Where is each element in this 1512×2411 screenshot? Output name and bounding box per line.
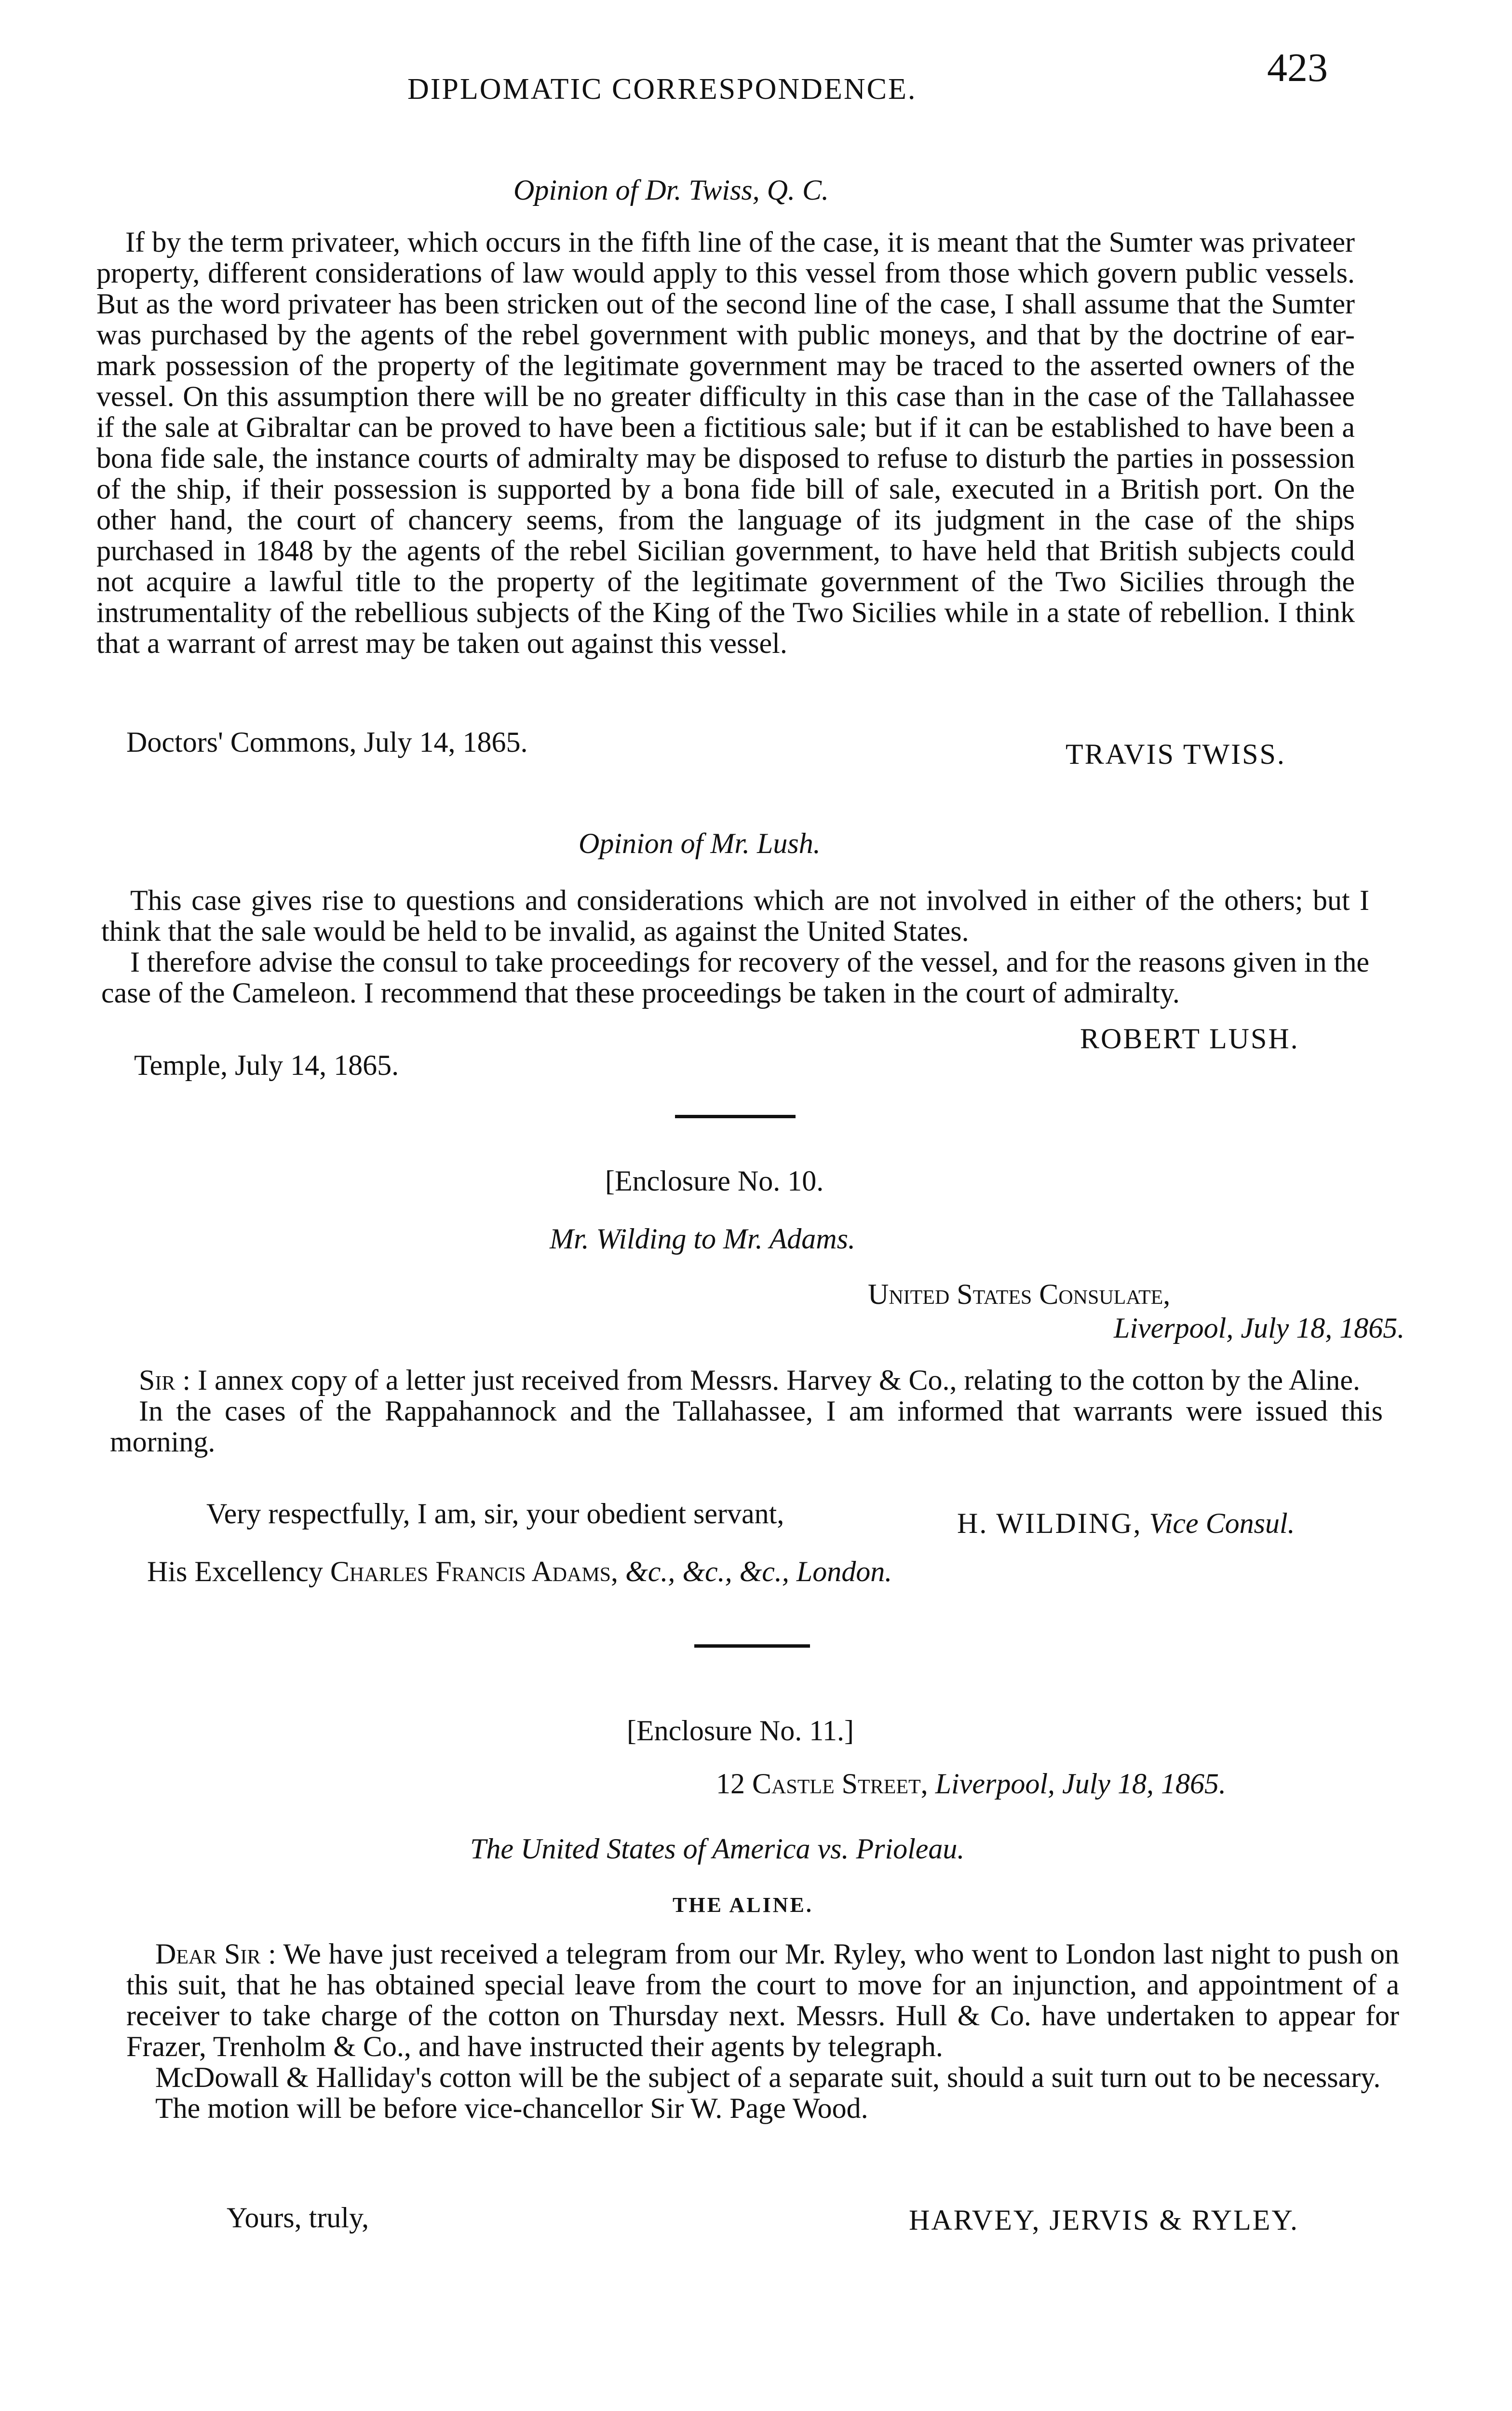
enclosure-11-paragraph-1: Dear Sir : We have just received a telegram from our Mr. Ryley, who went to London last night to push on this suit, that he has obtained special leave from the court to move for an injunction, and appointment of a receiver to take charge of the cotton on Thursday next. Messrs. Hull & Co. have undertaken to appear for Frazer, Trenholm & Co., and have instructed their agents by telegraph. [126, 1938, 1399, 2062]
enclosure-11-body [126, 1938, 1399, 2124]
enclosure-11-label: [Enclosure No. 11.] [627, 1715, 854, 1747]
enclosure-10-closing: Very respectfully, I am, sir, your obedient servant, [206, 1498, 784, 1530]
twiss-body [96, 227, 1355, 659]
enclosure-10-addressee: His Excellency Charles Francis Adams, &c., &c., &c., London. [147, 1556, 892, 1587]
enclosure-10-salutation: Sir : [139, 1364, 191, 1396]
enclosure-10-address-line-1: United States Consulate, [868, 1278, 1171, 1310]
enclosure-10-heading: Mr. Wilding to Mr. Adams. [550, 1223, 855, 1255]
enclosure-11-paragraph-2: McDowall & Halliday's cotton will be the subject of a separate suit, should a suit turn out to be necessary. [155, 2061, 1381, 2093]
enclosure-10-paragraph-1: Sir : I annex copy of a letter just received from Messrs. Harvey & Co., relating to the cotton by the Aline. [139, 1364, 1361, 1396]
lush-paragraph-2: I therefore advise the consul to take proceedings for recovery of the vessel, and for the reasons given in the case of the Cameleon. I recommend that these proceedings be taken in the court of admiralty. [101, 946, 1369, 1009]
lush-paragraph-1: This case gives rise to questions and considerations which are not involved in either of the others; but I think that the sale would be held to be invalid, as against the United States. [101, 884, 1369, 947]
enclosure-10-label: [Enclosure No. 10. [605, 1165, 824, 1197]
enclosure-10-signature-title: Vice Consul. [1149, 1507, 1295, 1539]
enclosure-11-case-title: The United States of America vs. Prioleau. [470, 1833, 965, 1865]
enclosure-11-salutation: Dear Sir : [155, 1938, 276, 1970]
running-header: DIPLOMATIC CORRESPONDENCE. [407, 73, 917, 106]
enclosure-10-signature-name: H. WILDING, [957, 1507, 1142, 1539]
enclosure-11-closing: Yours, truly, [227, 2202, 369, 2234]
enclosure-10-body [110, 1365, 1383, 1457]
section-divider [675, 1115, 796, 1118]
twiss-place-date: Doctors' Commons, July 14, 1865. [126, 726, 528, 758]
section-divider [694, 1644, 810, 1648]
lush-body [101, 885, 1369, 1008]
enclosure-10-paragraph-2: In the cases of the Rappahannock and the Tallahassee, I am informed that warrants were issued this morning. [110, 1395, 1383, 1458]
lush-heading: Opinion of Mr. Lush. [579, 827, 821, 859]
enclosure-11-address: 12 Castle Street, Liverpool, July 18, 1865. [716, 1768, 1226, 1800]
lush-signature: ROBERT LUSH. [1080, 1023, 1299, 1055]
page-number: 423 [1267, 45, 1328, 90]
twiss-signature: TRAVIS TWISS. [1066, 738, 1286, 770]
twiss-heading: Opinion of Dr. Twiss, Q. C. [513, 174, 829, 206]
enclosure-11-paragraph-3: The motion will be before vice-chancellor Sir W. Page Wood. [155, 2092, 868, 2124]
twiss-paragraph: If by the term privateer, which occurs in the fifth line of the case, it is meant that the Sumter was privateer property, different considerations of law would apply to this vessel from those which govern public vessels. But as the word privateer has been stricken out of the second line of the case, I shall assume that the Sumter was purchased by the agents of the rebel government with public moneys, and that by the doctrine of ear-mark possession of the property of the legitimate government may be traced to the asserted owners of the vessel. On this assumption there will be no greater difficulty in this case than in the case of the Tallahassee if the sale at Gibraltar can be proved to have been a fictitious sale; but if it can be established to have been a bona fide sale, the instance courts of admiralty may be disposed to refuse to disturb the parties in possession of the ship, if their possession is supported by a bona fide bill of sale, executed in a British port. On the other hand, the court of chancery seems, from the language of its judgment in the case of the ships purchased in 1848 by the agents of the rebel Sicilian government, to have held that British subjects could not acquire a lawful title to the property of the legitimate government of the Two Sicilies through the instrumentality of the rebellious subjects of the King of the Two Sicilies while in a state of rebellion. I think that a warrant of arrest may be taken out against this vessel. [96, 226, 1355, 659]
enclosure-11-signature: HARVEY, JERVIS & RYLEY. [909, 2204, 1299, 2236]
enclosure-10-address-line-2: Liverpool, July 18, 1865. [1114, 1312, 1405, 1344]
enclosure-11-subheading: THE ALINE. [673, 1893, 813, 1917]
enclosure-10-signature [957, 1507, 1295, 1540]
lush-place-date: Temple, July 14, 1865. [134, 1049, 399, 1081]
